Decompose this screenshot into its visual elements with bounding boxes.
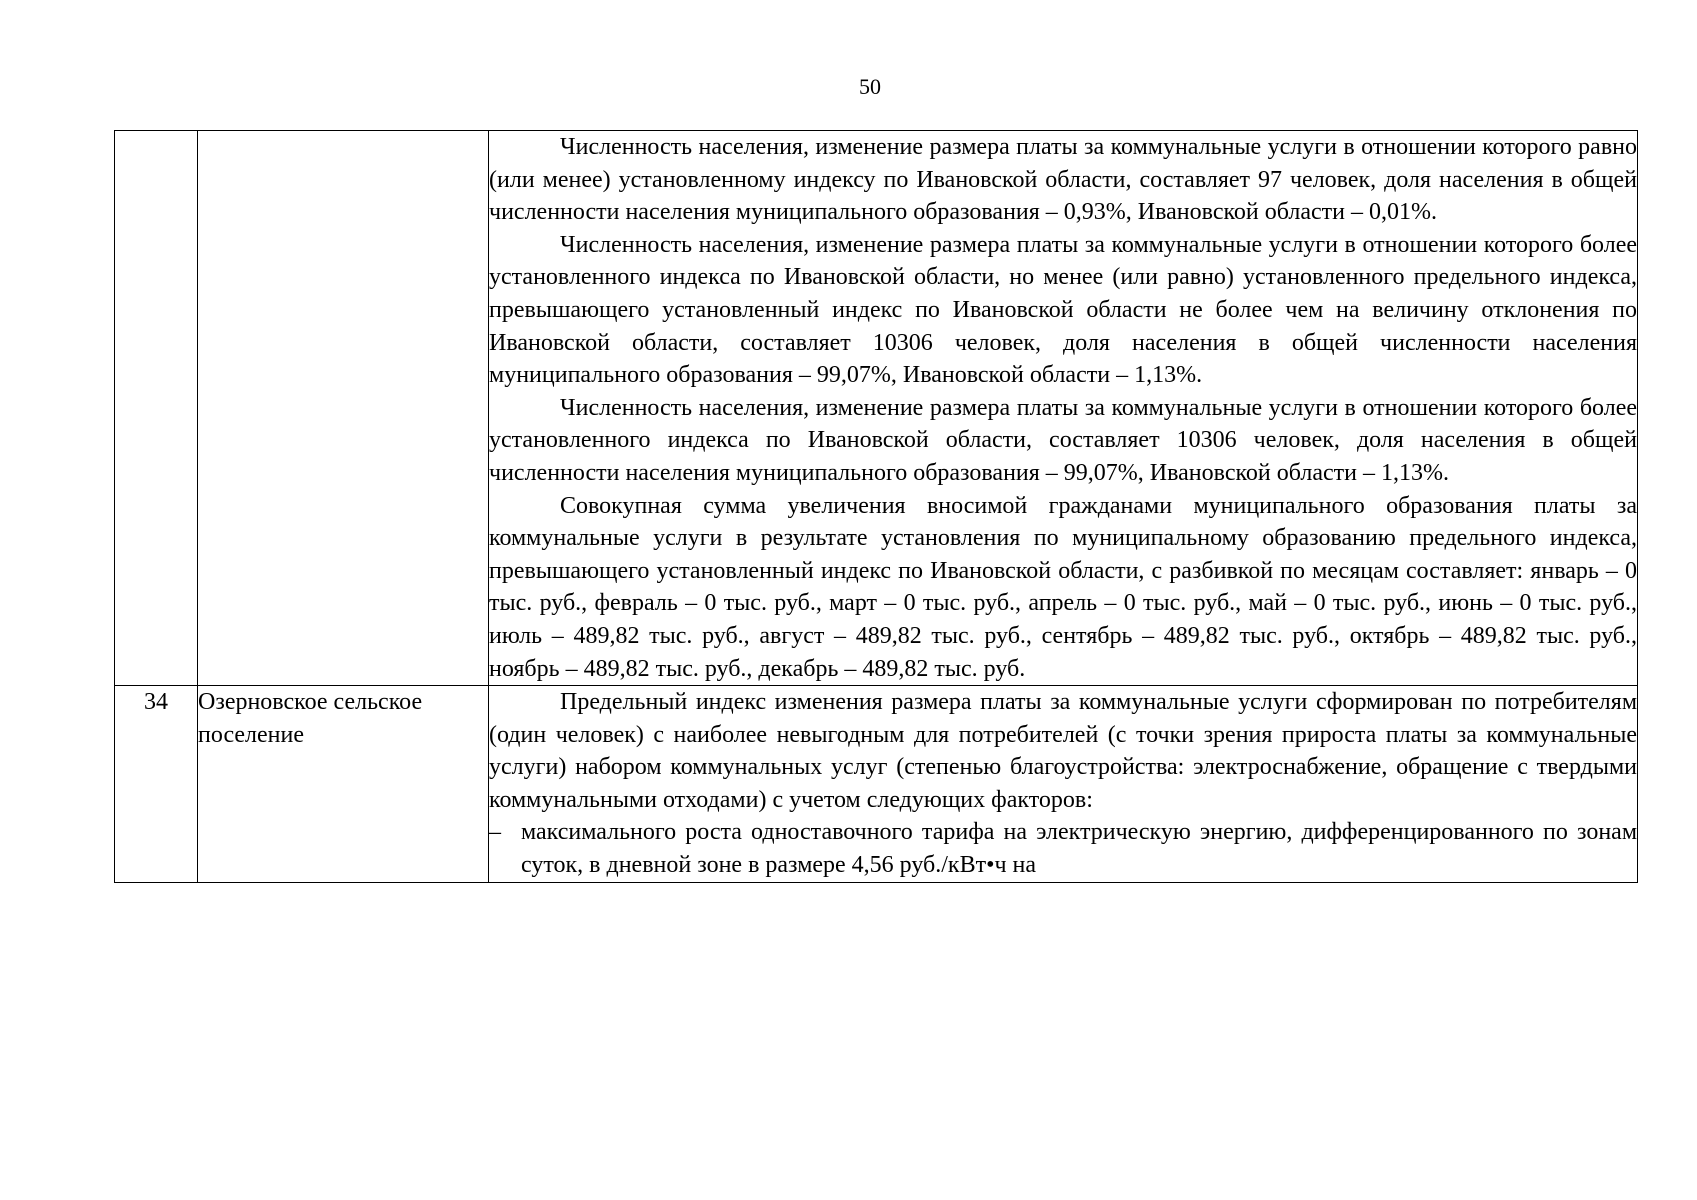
description-cell <box>489 686 1638 883</box>
municipal-index-table <box>114 130 1638 883</box>
factor-list-item <box>489 816 1637 881</box>
list-dash-marker: – <box>489 819 501 846</box>
page-number: 50 <box>859 74 881 99</box>
paragraph-index-formation: Предельный индекс изменения размера платы за коммунальные услуги сформирован по потребителям (один человек) с наиболее невыгодным для потребителей (с точки зрения прироста платы за коммунальные услуги) набором коммунальных услуг (степенью благоустройства: электроснабжение, обращение с твердыми коммунальными отходами) с учетом следующих факторов: <box>489 689 1637 813</box>
paragraph-population-equal-index: Численность населения, изменение размера платы за коммунальные услуги в отношении которого равно (или менее) установленному индексу по Ивановской области, составляет 97 человек, доля населения в общей численности населения муниципального образования – 0,93%, Ивановской области – 0,01%. <box>489 134 1637 226</box>
description-cell <box>489 131 1638 686</box>
table-row-34 <box>115 686 1638 883</box>
settlement-name-cell <box>198 131 489 686</box>
table-row-continuation <box>115 131 1638 686</box>
paragraph-monthly-increase: Совокупная сумма увеличения вносимой гражданами муниципального образования платы за коммунальные услуги в результате установления по муниципальному образованию предельного индекса, превышающего установленный индекс по Ивановской области, с разбивкой по месяцам составляет: январь – 0 тыс. руб., февраль – 0 тыс. руб., март – 0 тыс. руб., апрель – 0 тыс. руб., май – 0 тыс. руб., июнь – 0 тыс. руб., июль – 489,82 тыс. руб., август – 489,82 тыс. руб., сентябрь – 489,82 тыс. руб., октябрь – 489,82 тыс. руб., ноябрь – 489,82 тыс. руб., декабрь – 489,82 тыс. руб. <box>489 492 1637 682</box>
row-number-cell: 34 <box>115 686 198 883</box>
factor-list-item-text: максимального роста одноставочного тарифа на электрическую энергию, дифференцированного по зонам суток, в дневной зоне в размере 4,56 руб./кВт•ч на <box>521 819 1637 879</box>
settlement-name-cell: Озерновское сельское поселение <box>198 686 489 883</box>
paragraph-population-above-index: Численность населения, изменение размера платы за коммунальные услуги в отношении которого более установленного индекса по Ивановской области, составляет 10306 человек, доля населения в общей численности населения муниципального образования – 99,07%, Ивановской области – 1,13%. <box>489 394 1637 486</box>
row-number-cell <box>115 131 198 686</box>
paragraph-population-within-limit: Численность населения, изменение размера платы за коммунальные услуги в отношении которого более установленного индекса по Ивановской области, но менее (или равно) установленного предельного индекса, превышающего установленный индекс по Ивановской области не более чем на величину отклонения по Ивановской области, составляет 10306 человек, доля населения в общей численности населения муниципального образования – 99,07%, Ивановской области – 1,13%. <box>489 231 1637 389</box>
